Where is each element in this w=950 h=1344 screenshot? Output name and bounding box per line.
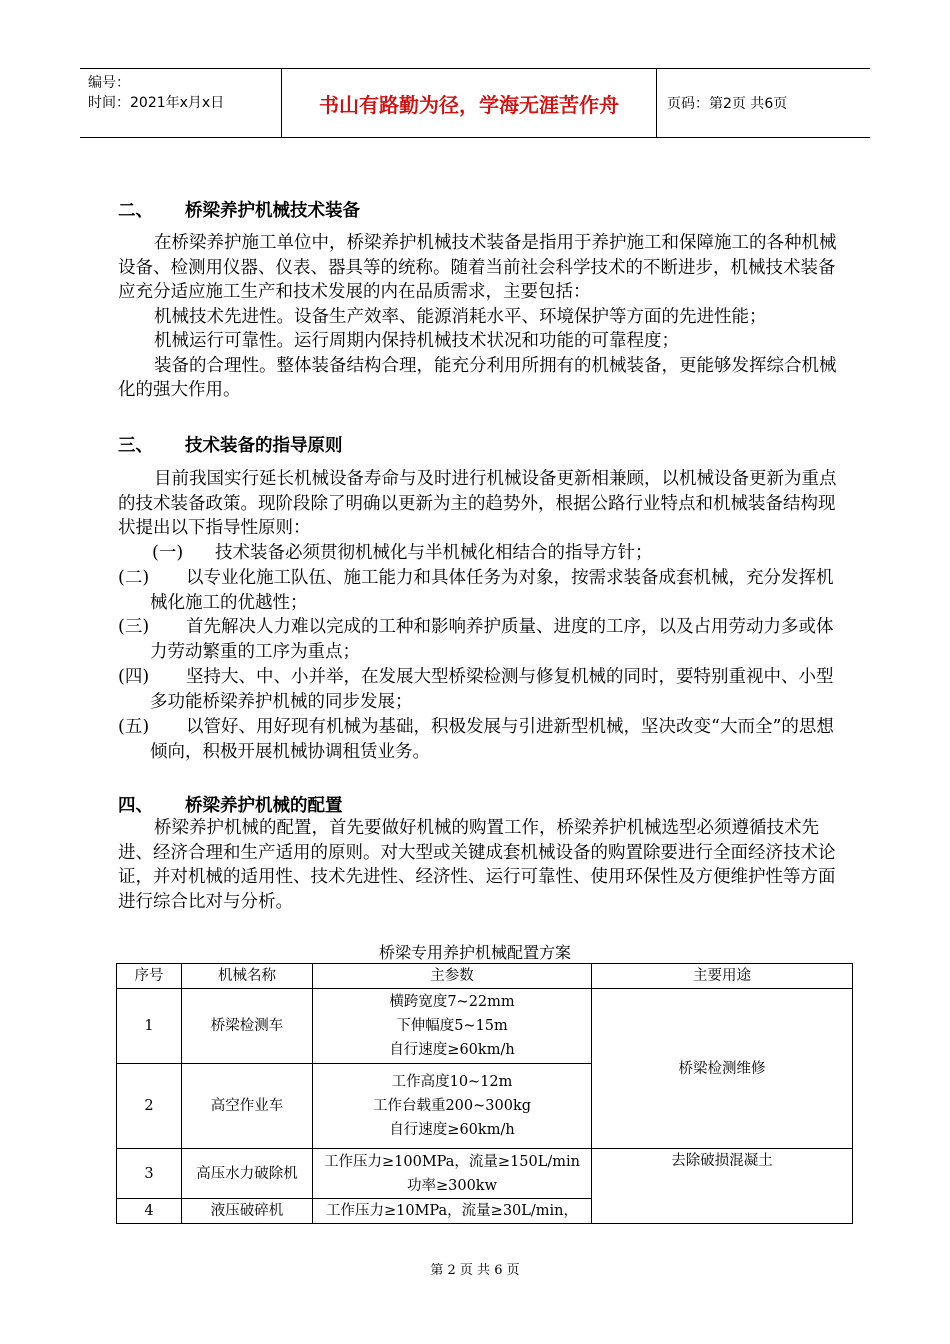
machine-name: 液压破碎机 (182, 1199, 313, 1224)
list-marker: (五) (118, 717, 150, 737)
param-line: 自行速度≥60km/h (389, 1122, 515, 1138)
param-line: 功率≥300kw (406, 1177, 498, 1194)
code-label: 编号： (88, 75, 130, 91)
header-cell: 主要用途 (592, 964, 853, 989)
table-caption: 桥梁专用养护机械配置方案 (378, 943, 571, 962)
row-number: 2 (117, 1064, 182, 1149)
section-heading (118, 197, 360, 222)
page-footer: 第 2 页 共 6 页 (430, 1263, 520, 1278)
section-title: 桥梁养护机械的配置 (185, 796, 343, 816)
param-line: 横跨宽度7~22mm (389, 994, 515, 1010)
config-table (116, 963, 853, 1224)
row-number: 1 (117, 989, 182, 1064)
list-item (118, 665, 846, 714)
paragraph: 在桥梁养护施工单位中，桥梁养护机械技术装备是指用于养护施工和保障施工的各种机械设备、检测用仪器、仪表、器具等的统称。随着当前社会科学技术的不断进步，机械技术装备应充分适应施工生产和技术发展的内在品质需求，主要包括： (118, 233, 837, 302)
section-number: 三、 (118, 436, 153, 456)
machine-use: 桥梁检测维修 (592, 989, 853, 1149)
date-label: 时间：2021年x月x日 (88, 95, 225, 111)
table-row (117, 989, 853, 1064)
list-item (118, 615, 842, 664)
section-heading (118, 792, 343, 817)
section-heading (118, 432, 343, 457)
paragraph: 桥梁养护机械的配置，首先要做好机械的购置工作，桥梁养护机械选型必须遵循技术先进、经济合理和生产适用的原则。对大型或关键成套机械设备的购置除要进行全面经济技术论证，并对机械的适用性、技术先进性、经济性、运行可靠性、使用环保性及方便维护性等方面进行综合比对与分析。 (118, 818, 836, 912)
section-title: 桥梁养护机械技术装备 (185, 201, 360, 221)
header-cell: 主参数 (313, 964, 592, 989)
row-number: 4 (117, 1199, 182, 1224)
param-line: 下伸幅度5~15m (396, 1018, 508, 1034)
list-marker: (二) (118, 568, 150, 588)
header-cell: 机械名称 (182, 964, 313, 989)
machine-params (313, 989, 592, 1064)
section-title: 技术装备的指导原则 (185, 436, 343, 456)
table-header-row (117, 964, 853, 989)
list-text: 以管好、用好现有机械为基础，积极发展与引进新型机械，坚决改变“大而全”的思想倾向，积极开展机械协调租赁业务。 (150, 717, 834, 762)
section-number: 四、 (118, 796, 153, 816)
section-body (118, 816, 840, 914)
machine-params (313, 1199, 592, 1224)
header-meta (80, 69, 282, 137)
paragraph: 装备的合理性。整体装备结构合理，能充分利用所拥有的机械装备，更能够发挥综合机械化的强大作用。 (118, 355, 837, 400)
param-line: 工作高度10~12m (391, 1074, 513, 1090)
list-item (118, 566, 842, 615)
list-marker: (四) (118, 667, 150, 687)
header-motto: 书山有路勤为径，学海无涯苦作舟 (282, 69, 657, 137)
machine-use: 去除破损混凝土 (592, 1149, 853, 1224)
machine-params (313, 1149, 592, 1199)
paragraph: 机械技术先进性。设备生产效率、能源消耗水平、环境保护等方面的先进性能； (154, 306, 767, 327)
machine-name: 桥梁检测车 (182, 989, 313, 1064)
list-text: 首先解决人力难以完成的工种和影响养护质量、进度的工序，以及占用劳动力多或体力劳动繁重的工序为重点； (150, 617, 834, 662)
paragraph: 机械运行可靠性。运行周期内保持机械技术状况和功能的可靠程度； (154, 331, 679, 351)
header-cell: 序号 (117, 964, 182, 989)
paragraph: 目前我国实行延长机械设备寿命与及时进行机械设备更新相兼顾，以机械设备更新为重点的技术装备政策。现阶段除了明确以更新为主的趋势外，根据公路行业特点和机械装备结构现状提出以下指导性原则： (118, 469, 837, 538)
list-item (118, 715, 842, 764)
section-body (118, 467, 840, 541)
list-item (152, 541, 842, 566)
param-line: 工作台载重200~300kg (372, 1098, 532, 1114)
list-marker: (三) (118, 617, 150, 637)
section-body (118, 231, 840, 403)
header-page-label: 页码：第2页 共6页 (667, 96, 788, 112)
param-line: 工作压力≥100MPa，流量≥150L/min (324, 1153, 580, 1170)
page-header (80, 68, 870, 138)
section-number: 二、 (118, 201, 153, 221)
list-text: 坚持大、中、小并举，在发展大型桥梁检测与修复机械的同时，要特别重视中、小型多功能桥梁养护机械的同步发展； (150, 667, 834, 712)
machine-params (313, 1064, 592, 1149)
list-text: 技术装备必须贯彻机械化与半机械化相结合的指导方针； (215, 543, 653, 563)
param-line: 自行速度≥60km/h (389, 1042, 515, 1058)
machine-name: 高空作业车 (182, 1064, 313, 1149)
list-marker: (一) (152, 543, 184, 563)
list-text: 以专业化施工队伍、施工能力和具体任务为对象，按需求装备成套机械，充分发挥机械化施工的优越性； (150, 568, 834, 613)
row-number: 3 (117, 1149, 182, 1199)
table-row (117, 1149, 853, 1199)
machine-name: 高压水力破除机 (182, 1149, 313, 1199)
param-line: 工作压力≥10MPa，流量≥30L/min， (325, 1203, 579, 1219)
